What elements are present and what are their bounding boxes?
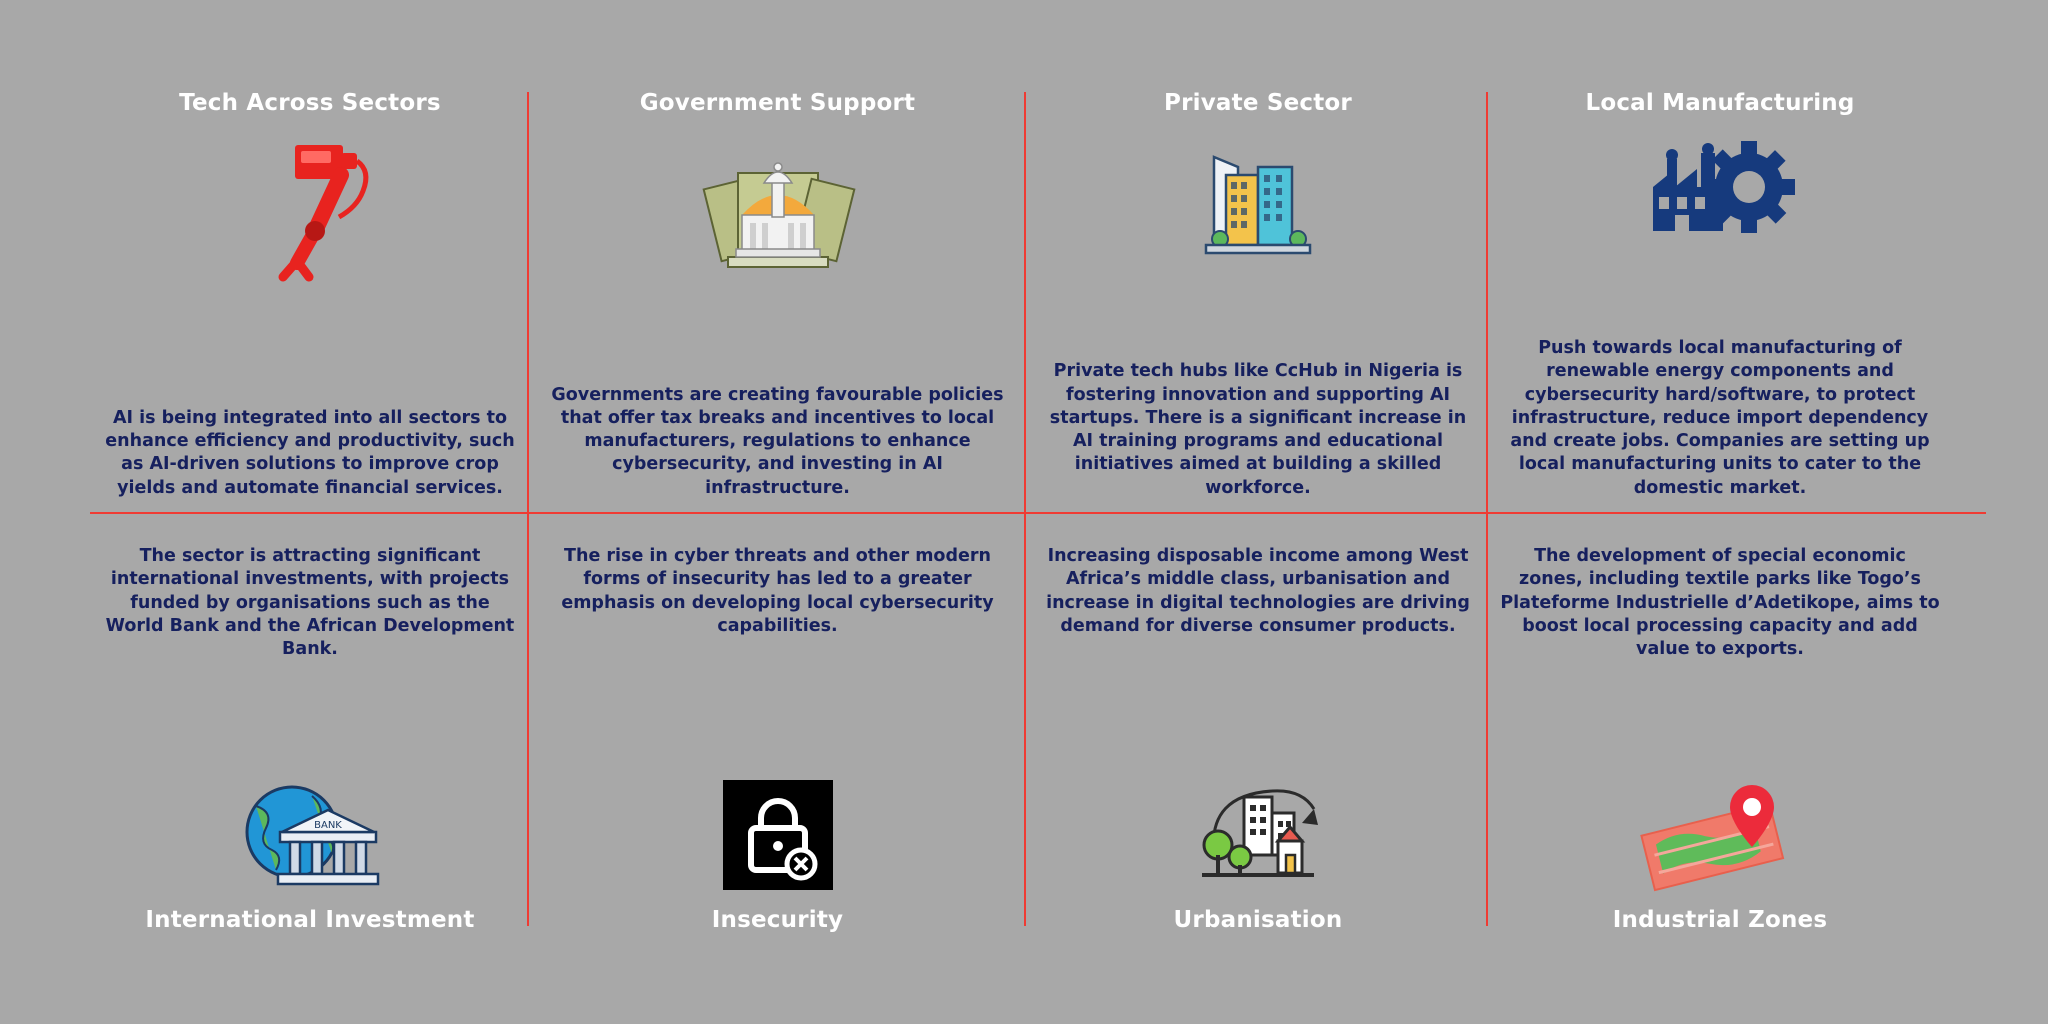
padlock-breach-icon xyxy=(545,775,1010,895)
cell-body-text: Private tech hubs like CcHub in Nigeria is fostering innovation and supporting AI startups. There is a significant increase in AI training programs and educational initiatives aimed at building a skilled workforce. xyxy=(1049,361,1467,498)
urban-growth-icon xyxy=(1038,770,1478,895)
cell-title: Government Support xyxy=(639,90,916,116)
vertical-separator-3 xyxy=(1486,92,1488,926)
cell-title: Local Manufacturing xyxy=(1585,90,1855,116)
svg-text:BANK: BANK xyxy=(314,820,342,832)
cell-title: Private Sector xyxy=(1164,90,1352,116)
vertical-separator-2 xyxy=(1024,92,1026,926)
cell-body-text: The sector is attracting significant international investments, with projects funded by organisations such as the World Bank and the African Development Bank. xyxy=(105,546,515,660)
cell-international-investment xyxy=(100,545,520,935)
cell-government-support xyxy=(545,90,1010,500)
cell-industrial-zones xyxy=(1500,545,1940,935)
cell-tech-across-sectors xyxy=(100,90,520,500)
map-pin-icon xyxy=(1500,770,1940,895)
cell-title: International Investment xyxy=(145,907,475,934)
cell-title: Urbanisation xyxy=(1173,907,1343,934)
cell-body-text: The rise in cyber threats and other modern forms of insecurity has led to a greater emphasis on developing local cybersecurity capabilities. xyxy=(561,546,994,636)
cell-title: Industrial Zones xyxy=(1612,907,1828,934)
cell-title: Tech Across Sectors xyxy=(179,90,441,116)
cell-local-manufacturing xyxy=(1500,90,1940,500)
vertical-separator-1 xyxy=(527,92,529,926)
cell-body-text: Push towards local manufacturing of renewable energy components and cybersecurity hard/software, to protect infrastructure, reduce import dependency and create jobs. Companies are setting up local manufacturing units to cater to the domestic market. xyxy=(1510,338,1930,498)
cell-title: Insecurity xyxy=(711,907,844,934)
column-tech-across-sectors xyxy=(100,0,520,1024)
robot-arm-icon xyxy=(100,130,520,290)
cell-insecurity xyxy=(545,545,1010,935)
cell-body-text: The development of special economic zones, including textile parks like Togo’s Plateforme Industrielle d’Adetikope, aims to boost local processing capacity and add value to exports. xyxy=(1500,546,1940,660)
cell-body-text: AI is being integrated into all sectors to enhance efficiency and productivity, such as AI-driven solutions to improve crop yields and automate financial services. xyxy=(105,407,515,498)
cell-private-sector xyxy=(1038,90,1478,500)
column-local-manufacturing xyxy=(1500,0,1940,1024)
column-private-sector xyxy=(1038,0,1478,1024)
cell-body-text: Governments are creating favourable policies that offer tax breaks and incentives to local manufacturers, regulations to enhance cybersecurity, and investing in AI infrastructure. xyxy=(551,384,1004,498)
money-capitol-icon xyxy=(545,130,1010,290)
column-government-support xyxy=(545,0,1010,1024)
factory-gear-icon xyxy=(1500,130,1940,255)
cell-urbanisation xyxy=(1038,545,1478,935)
globe-bank-icon xyxy=(100,775,520,895)
cell-body-text: Increasing disposable income among West Africa’s middle class, urbanisation and increase in digital technologies are driving demand for diverse consumer products. xyxy=(1046,546,1470,636)
office-buildings-icon xyxy=(1038,130,1478,280)
